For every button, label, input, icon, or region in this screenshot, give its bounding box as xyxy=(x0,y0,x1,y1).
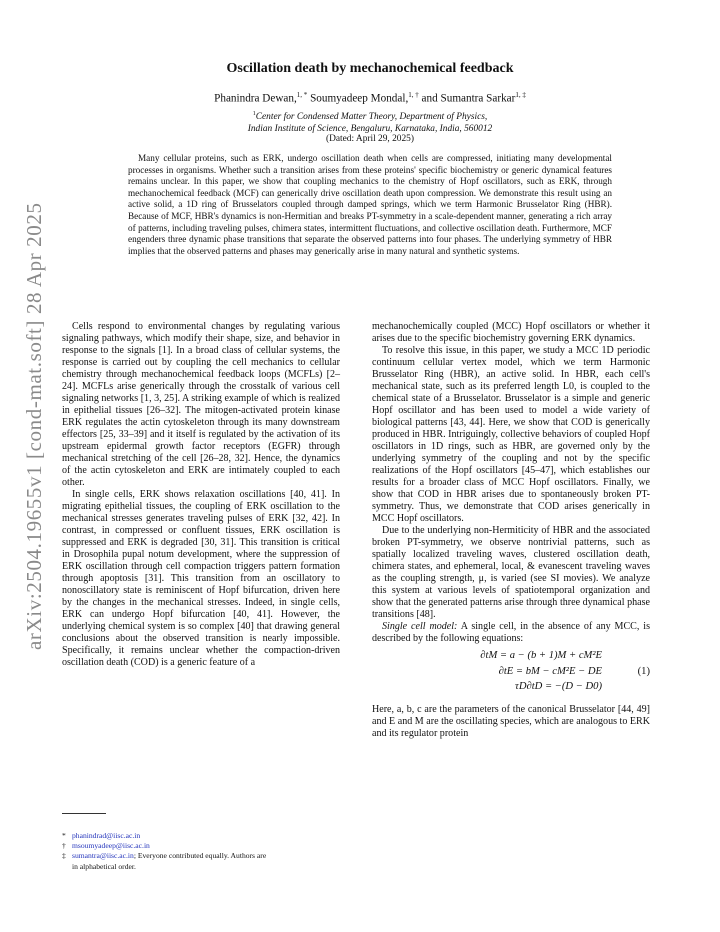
affiliation-line-1 xyxy=(100,109,640,124)
right-paragraph-2: Due to the underlying non-Hermiticity of HBR and the associated broken PT-symmetry, we observe nontrivial patterns, such as spatially localized traveling waves, clustered oscillation death, chimera states, and ephemeral, local, & evanescent traveling waves as the coupling strength, μ, is varied (see SI movies). We analyze this system at various levels of spatiotemporal organization and show that the generated patterns arise through three dynamical phase transitions [48]. xyxy=(372,525,650,621)
arxiv-identifier xyxy=(22,202,46,650)
affiliation xyxy=(100,109,640,135)
footnote-3-continued: in alphabetical order. xyxy=(72,861,136,871)
footnote-1-email[interactable]: phanindrad@iisc.ac.in xyxy=(72,831,141,840)
equation-1 xyxy=(372,648,650,696)
author-1-marks: 1, * xyxy=(296,91,308,99)
author-3: Sumantra Sarkar xyxy=(440,92,516,105)
equation-line-1: ∂tM = a − (b + 1)M + cM²E xyxy=(480,650,602,662)
section-heading-single-cell: Single cell model: xyxy=(382,621,458,633)
right-paragraph-1: To resolve this issue, in this paper, we study a MCC 1D periodic continuum cellular vertex model, which we term Harmonic Brusselator Ring (HBR), an active solid. In HBR, each cell's mechanical state, such as its preferred length L0, is coupled to the chemical state of a Brusselator. Brusselator is a simple and generic Hopf oscillator and has been used to model a wide variety of biological patterns [43, 44]. Here, we show that COD is generically produced in HBR. Intriguingly, collective behaviors of coupled Hopf oscillators in 1D rings, such as HBR, are governed only by the underlying symmetry of the coupling and not by the specific realizations of the Hopf oscillators [45–47], which establishes our results for a broader class of MCC Hopf oscillators. Finally, we show that COD in HBR arises due to spontaneously broken PT-symmetry. Thus, we demonstrate that COD arises generically in MCC Hopf oscillators. xyxy=(372,345,650,525)
author-2: Soumyadeep Mondal, xyxy=(310,92,409,105)
author-2-marks: 1, † xyxy=(408,91,419,99)
equation-line-3: τD∂tD = −(D − D0) xyxy=(515,681,602,693)
right-paragraph-0: mechanochemically coupled (MCC) Hopf oscillators or whether it arises due to the specific biochemistry governing ERK dynamics. xyxy=(372,321,650,345)
footnote-3-mark: ‡ xyxy=(62,851,66,861)
footnote-3-text: ; Everyone contributed equally. Authors are xyxy=(133,851,267,861)
date-line: (Dated: April 29, 2025) xyxy=(325,134,414,144)
equation-line-2: ∂tE = bM − cM²E − DE xyxy=(498,665,602,677)
author-1: Phanindra Dewan, xyxy=(214,92,297,105)
affiliation-line-1-text: Center for Condensed Matter Theory, Department of Physics, xyxy=(255,112,488,123)
paper-title: Oscillation death by mechanochemical feedback xyxy=(226,61,514,76)
right-paragraph-3 xyxy=(372,621,650,645)
abstract: Many cellular proteins, such as ERK, undergo oscillation death when cells are compressed, initiating many developmental processes in organisms. Whether such a transition arises from these proteins' specific biochemistry or generic dynamical features remains unclear. In this paper, we show that coupling mechanics to the chemistry of Hopf oscillators, such as ERK, through mechanochemical feedback (MCF) can generically drive oscillation death upon compression. We demonstrate this result using an active solid, a 1D ring of Brusselators coupled through damped springs, which we term Harmonic Brusselator Ring (HBR). Because of MCF, HBR's dynamics is non-Hermitian and breaks PT-symmetry in a scale-dependent manner, generating a rich array of patterns, including traveling pulses, chimera states, intermittent fluctuations, and collective oscillation death. Furthermore, MCF engenders three dynamic phase transitions that separate the observed patterns into four phases. The underlying symmetry of HBR implies that the observed patterns and phases may generically arise in many natural and synthetic systems. xyxy=(128,153,612,256)
footnote-1-mark: * xyxy=(62,831,66,840)
footnote-2-email[interactable]: msoumyadeep@iisc.ac.in xyxy=(72,841,150,851)
footnote-3 xyxy=(62,851,352,861)
footnote-2 xyxy=(62,841,352,851)
footnotes xyxy=(62,831,352,872)
footnote-2-mark: † xyxy=(62,841,66,851)
right-paragraph-4: Here, a, b, c are the parameters of the canonical Brusselator [44, 49] and E and M are the oscillating species, which are analogous to ERK and its regulator protein xyxy=(372,704,650,740)
right-column xyxy=(372,321,650,740)
left-column xyxy=(62,321,340,669)
footnote-3-email[interactable]: sumantra@iisc.ac.in xyxy=(72,851,134,861)
footnote-1 xyxy=(62,831,352,841)
right-paragraph-3-text: A single cell, in the absence of any MCC, is described by the following equations: xyxy=(372,621,651,645)
author-conjunction: and xyxy=(421,92,438,105)
author-3-marks: 1, ‡ xyxy=(515,91,526,99)
arxiv-identifier-text: arXiv:2504.19655v1 [cond-mat.soft] 28 Apr 2025 xyxy=(22,202,46,650)
footnote-rule xyxy=(62,813,106,814)
equation-lines xyxy=(452,648,602,695)
affiliation-line-2: Indian Institute of Science, Bengaluru, Karnataka, India, 560012 xyxy=(247,123,493,134)
author-list xyxy=(100,91,640,105)
affiliation-mark: 1 xyxy=(252,111,256,117)
left-paragraph-2: In single cells, ERK shows relaxation oscillations [40, 41]. In migrating epithelial tissues, the coupling of ERK oscillation to the mechanical stresses generates traveling pulses of ERK [32, 42]. In contrast, in compressed or confluent tissues, ERK oscillation is suppressed and ERK is degraded [30, 31]. This transition is critical in Drosophila pupal notum development, where the suppression of ERK oscillation through cell compaction triggers pattern formation through apoptosis [31]. This transition from an oscillatory to nonoscillatory state is reminiscent of Hopf bifurcation, driven here by the changes in the mechanical stresses. Indeed, in single cells, ERK can undergo Hopf bifurcation [40, 41]. However, the underlying chemical system is so complex [40] that drawing general conclusions about the observed transition is nearly impossible. Specifically, it remains unclear whether the compaction-driven oscillation death (COD) is a generic feature of a xyxy=(62,489,340,669)
equation-number: (1) xyxy=(637,666,650,678)
left-paragraph-1: Cells respond to environmental changes by regulating various signaling pathways, which modify their shape, size, and behavior in response to the signals [1]. In a broad class of cellular systems, the response is carried out by coupling the cell mechanics to cellular chemistry through mechanochemical feedback loops (MCFLs) [2–24]. MCFLs arise generically through the crosstalk of various cell signaling networks [1, 3, 25]. A striking example of which is realized in epithelial tissues [26–32]. The mitogen-activated protein kinase ERK regulates the actin cytoskeleton through its many downstream effectors [25, 33–39] and it itself is regulated by the activation of its upstream epidermal growth factor receptors (EGFR) through mechanical stretching of the cell [26–28, 32]. Hence, the dynamics of the actin cytoskeleton and ERK are intimately coupled to each other. xyxy=(62,321,340,489)
